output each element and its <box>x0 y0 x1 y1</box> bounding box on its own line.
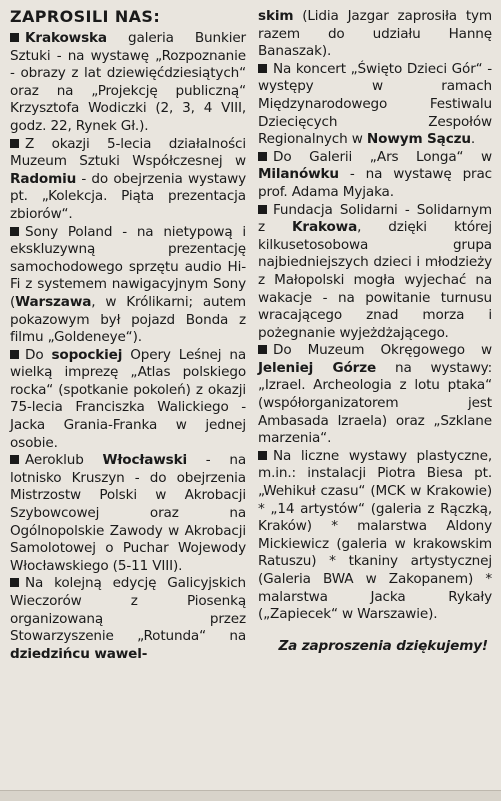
item-text: (Lidia Jazgar zaprosiła tym razem do udziału Hannę Banaszak). <box>258 8 492 60</box>
place-name-bold: Milanówku <box>258 166 339 183</box>
left-column-body <box>10 30 246 663</box>
item-text: , w Królikarni; autem pokazowym był pojazd Bonda z filmu „Goldeneye“). <box>10 293 246 346</box>
item-text: Sony Poland - na nietypową i ekskluzywną prezentację samochodowego sprzętu audio Hi-Fi z systemem nawigacyjnym Sony ( <box>10 223 246 310</box>
item-text: Opery Leśnej na wielką imprezę „Atlas polskiego rocka“ (spotkanie pokoleń) z okazji 75-lecia Franciszka Walickiego - Jacka Grania-Franka w jednej osobie. <box>10 346 246 451</box>
place-name-bold: Krakowa <box>292 219 358 236</box>
invitation-item <box>10 575 246 663</box>
square-bullet-icon <box>10 227 19 236</box>
item-text: Na koncert „Święto Dzieci Gór“ - występy w ramach Międzynarodowego Festiwalu Dziecięcych Zespołów Regionalnych w <box>258 60 492 148</box>
item-text: Na liczne wystawy plastyczne, m.in.: instalacji Piotra Biesa pt. „Wehikuł czasu“ (MCK w Krakowie) * „14 artystów“ (galeria z Rączką, Kraków) * malarstwa Aldony Mickiewicz (galeria w krakowskim Ratuszu) * tkaniny artystycznej (Galeria BWA w Zakopanem) * malarstwa Jacka Rykały („Zapiecek“ w Warszawie). <box>258 447 492 623</box>
place-name-bold: Krakowska <box>25 30 107 46</box>
item-text: Aeroklub <box>25 452 103 469</box>
closing-line: Za zaproszenia dziękujemy! <box>278 637 488 654</box>
item-text: Z okazji 5-lecia działalności Muzeum Sztuki Współczesnej w <box>10 135 246 170</box>
square-bullet-icon <box>10 455 19 464</box>
right-column-body <box>258 8 492 624</box>
invitation-item <box>258 342 492 448</box>
invitation-item-continued <box>258 8 492 61</box>
invitation-item <box>258 149 492 202</box>
page-bottom-edge <box>0 790 501 801</box>
item-text: na wystawy: „Izrael. Archeologia z lotu ptaka“ (współorganizatorem jest Ambasada Izraela) oraz „Szklane marzenia“. <box>258 359 492 447</box>
item-text: . <box>470 131 476 148</box>
left-column <box>10 8 246 663</box>
place-name-bold: Nowym Sączu <box>366 131 471 148</box>
invitation-item <box>258 61 492 149</box>
place-name-bold: sopockiej <box>51 346 123 363</box>
square-bullet-icon <box>10 139 19 148</box>
item-text: , dzięki której kilkusetosobowa grupa najbiedniejszych dzieci i młodzieży z Małopolski mogła wyjechać na wakacje - na powitanie turnusu wracającego znad morza i pożegnanie wyjeżdżającego. <box>258 219 492 341</box>
square-bullet-icon <box>10 578 19 587</box>
invitation-item <box>10 136 246 224</box>
item-text: galeria Bunkier Sztuki - na wystawę „Rozpoznanie - obrazy z lat dziewięćdziesiątych“ oraz na „Projekcję publiczną“ Krzysztofa Wodiczki (2, 3, 4 VIII, godz. 22, Rynek Gł.). <box>10 30 246 134</box>
invitation-item <box>10 452 246 575</box>
invitation-item <box>258 202 492 343</box>
place-name-bold: Radomiu <box>10 170 77 187</box>
item-text: Do Muzeum Okręgowego w <box>273 342 492 359</box>
right-column <box>258 8 492 655</box>
invitation-item <box>10 30 246 136</box>
item-text: Na kolejną edycję Galicyjskich Wieczorów z Piosenką organizowaną przez Stowarzyszenie „Rotunda“ na <box>10 575 246 645</box>
place-name-bold: dziedzińcu wawel- <box>10 645 148 662</box>
square-bullet-icon <box>10 350 19 359</box>
place-name-bold: skim <box>258 8 294 24</box>
invitation-item <box>10 224 246 347</box>
section-heading: ZAPROSILI NAS: <box>10 7 161 26</box>
item-text: Do <box>25 346 52 363</box>
item-text: - na lotnisko Kruszyn - do obejrzenia Mistrzostw Polski w Akrobacji Szybowcowej oraz na Ogólnopolskie Zawody w Akrobacji Samolotowej o Puchar Wojewody Włocławskiego (5-11 VIII). <box>10 452 246 574</box>
item-text: Do Galerii „Ars Longa“ w <box>273 148 492 165</box>
item-text: - do obejrzenia wystawy pt. „Kolekcja. Piąta prezentacja zbiorów“. <box>10 170 246 222</box>
square-bullet-icon <box>258 205 267 214</box>
square-bullet-icon <box>10 33 19 42</box>
square-bullet-icon <box>258 152 267 161</box>
invitation-item <box>10 347 246 453</box>
item-text: Fundacja Solidarni - Solidarnym z <box>258 201 492 236</box>
place-name-bold: Warszawa <box>15 293 92 310</box>
invitation-item <box>258 448 492 624</box>
place-name-bold: Jeleniej Górze <box>258 359 377 376</box>
square-bullet-icon <box>258 451 267 460</box>
square-bullet-icon <box>258 345 267 354</box>
item-text: - na wystawę prac prof. Adama Myjaka. <box>258 166 492 200</box>
place-name-bold: Włocławski <box>102 452 188 469</box>
square-bullet-icon <box>258 64 267 73</box>
